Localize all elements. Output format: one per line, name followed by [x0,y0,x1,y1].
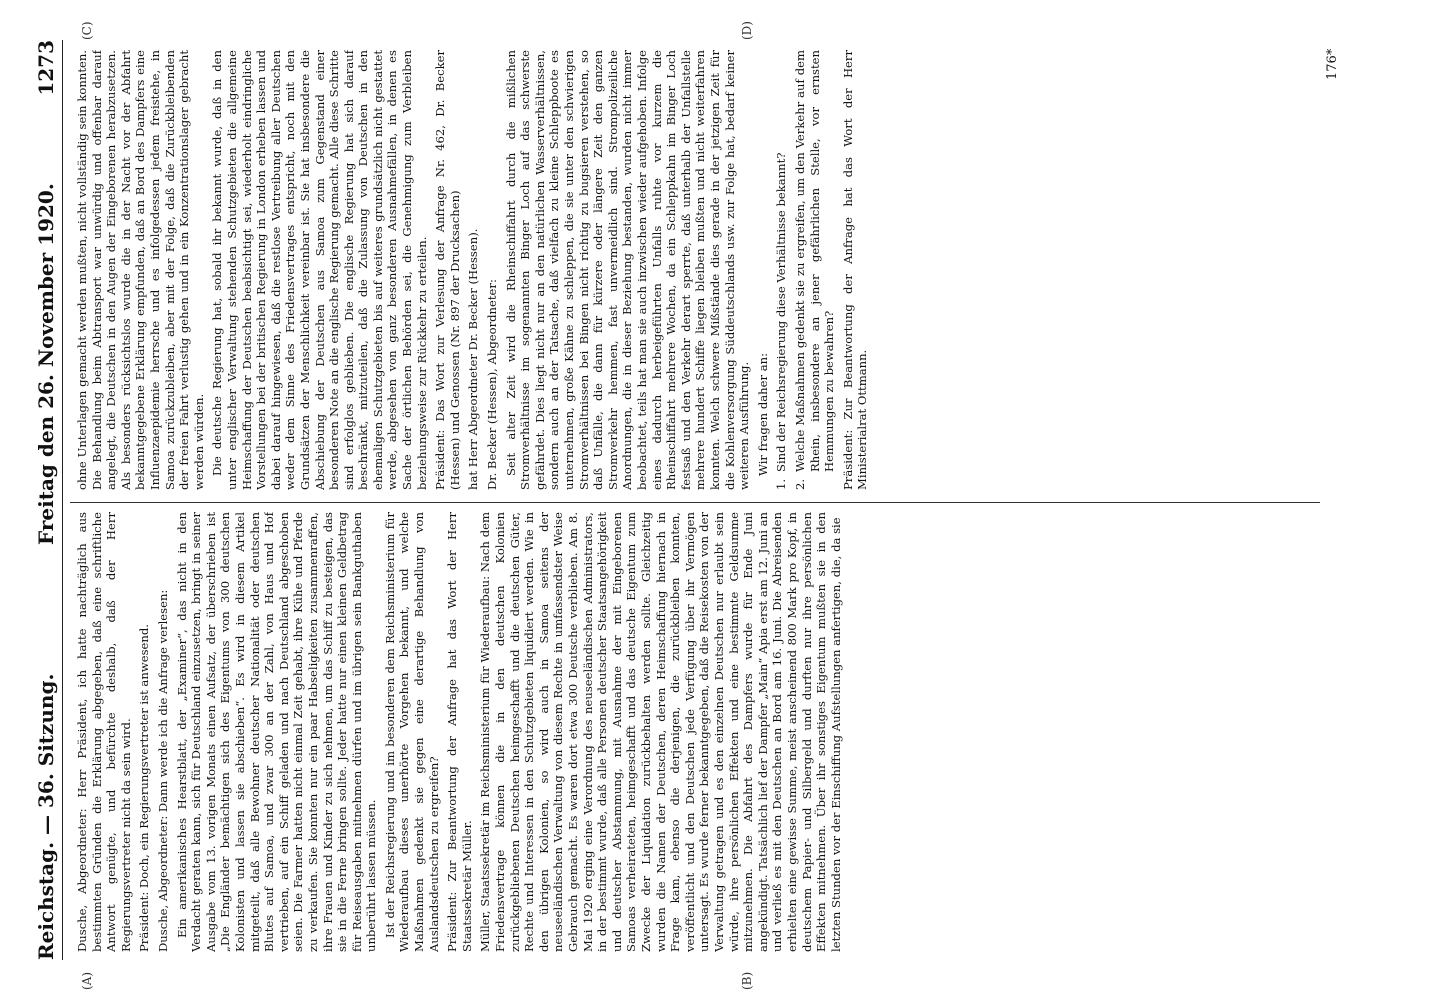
paragraph: Seit alter Zeit wird die Rheinschiffahrt durch die mißlichen Stromverhältnisse im sogenannten Binger Loch auf das schwerste gefährdet. Dies liegt nicht nur an den natürlichen Wasserverhältnissen, sondern auch an der Tatsache, daß vielfach zu kleine Schleppboote es unternehmen, große Kähne zu schleppen, die sie unter den schwierigen Stromverhältnissen bei Bingen nicht richtig zu bugsieren verstehen, so daß Unfälle, die dann für kürzere oder längere Zeit den ganzen Stromverkehr hemmen, fast unvermeidlich sind. Strompolizeiliche Anordnungen, die in dieser Beziehung bestanden, wurden nicht immer beobachtet, teils hat man sie auch inzwischen wieder aufgehoben. Infolge eines dadurch herbeigeführten Unfalls ruhte vor kurzem die Rheinschiffahrt mehrere Wochen, da ein Schleppkahn im Binger Loch festsaß und den Verkehr derart sperrte, daß unterhalb der Unfallstelle mehrere hundert Schiffe liegen bleiben mußten und nicht weiterfahren konnten. Welch schwere Mißstände dies gerade in der jetzigen Zeit für die Kohlenversorgung Süddeutschlands usw. zur Folge hat, bedarf keiner weiteren Ausführung. [503,50,752,490]
paragraph: ohne Unterlagen gemacht werden mußten, nicht vollständig sein konnten. Die Behandlung beim Abtransport war unwürdig und offenbar darauf angelegt, die Deutschen in den Augen der Eingeborenen herabzusetzen. Als besonders rücksichtslos wurde die in der Nacht vor der Abfahrt bekanntgegebene Erklärung empfunden, daß an Bord des Dampfers eine Influenzaepidemie herrsche und es infolgedessen jedem freistehe, in Samoa zurückzubleiben, aber mit der Folge, daß die Zurückbleibenden der freien Fahrt verlustig gehen und in ein Konzentrationslager gebracht werden würden. [75,50,206,490]
paragraph: Dusche, Abgeordneter: Dann werde ich die Anfrage verlesen: [155,589,170,952]
right-column [75,50,1315,490]
marker-c: (C) [80,21,94,40]
marker-d: (D) [740,21,754,40]
paragraph: Wir fragen daher an: [755,352,770,476]
paragraph: Müller, Staatssekretär im Reichsministerium für Wiederaufbau: Nach dem Friedensvertrage können die in den deutschen Kolonien zurückgebliebenen Deutschen heimgeschafft und die deutschen Güter, Rechte und Interessen in den Schutzgebieten liquidiert werden. Wie in den übrigen Kolonien, so wird auch in Samoa seitens der neuseeländischen Verwaltung von diesem Rechte in umfassendster Weise Gebrauch gemacht. Es waren dort etwa 300 Deutsche verblieben. Am 8. Mai 1920 erging eine Verordnung des neuseeländischen Administrators, in der bestimmt wurde, daß alle Personen deutscher Staatsangehörigkeit und deutscher Abstammung, mit Ausnahme der mit Eingeborenen Samoas verheirateten, heimgeschafft und das deutsche Eigentum zum Zwecke der Liquidation zurückbehalten werden sollte. Gleichzeitig wurden die Namen der Deutschen, deren Heimschaffung hiernach in Frage kam, ebenso die derjenigen, die zurückbleiben konnten, veröffentlicht und den Deutschen jede Verfügung über ihr Vermögen untersagt. Es wurde ferner bekanntgegeben, daß die Reisekosten von der Verwaltung getragen und es den einzelnen Deutschen nur erlaubt sein würde, ihre persönlichen Effekten und eine bestimmte Geldsumme mitzunehmen. Die Abfahrt des Dampfers wurde für Ende Juni angekündigt. Tatsächlich lief der Dampfer „Main“ Apia erst am 12. Juni an und verließ es mit den Deutschen an Bord am 16. Juni. Die Abreisenden erhielten eine gewisse Summe, meist anscheinend 800 Mark pro Kopf, in deutschem Papier- und Silbergeld und durften nur ihre persönlichen Effekten mitnehmen. Über ihr sonstiges Eigentum mußten sie in den letzten Stunden vor der Einschiffung Aufstellungen anfertigen, die, da sie [478,512,843,952]
paragraph: Präsident: Zur Beantwortung der Anfrage hat das Wort der Herr Staatssekretär Müller. [445,512,474,952]
marker-b: (B) [740,971,754,990]
header-rule [62,40,63,960]
paragraph: Ist der Reichsregierung und im besonderen dem Reichsministerium für Wiederaufbau dieses unerhörte Vorgehen bekannt, und welche Maßnahmen gedenkt sie gegen eine derartige Behandlung von Auslandsdeutschen zu ergreifen? [382,512,441,952]
list-number: 2. [792,478,807,490]
list-text: Sind der Reichsregierung diese Verhältnisse bekannt? [774,152,789,472]
digitization-note [1417,8,1433,992]
left-column [75,512,1315,952]
column-divider [70,502,1320,503]
header-session: Reichstag. — 36. Sitzung. [34,673,58,960]
paragraph: Präsident: Das Wort zur Verlesung der Anfrage Nr. 462, Dr. Becker (Hessen) und Genossen (Nr. 897 der Drucksachen) [433,50,462,490]
header-page-number: 1273 [34,40,58,96]
paragraph: hat Herr Abgeordneter Dr. Becker (Hessen). [466,228,481,490]
paragraph: Präsident: Zur Beantwortung der Anfrage hat das Wort der Herr Ministerialrat Ottmann. [840,50,870,490]
paragraph: Ein amerikanisches Hearstblatt, der „Examiner“, das nicht in den Verdacht geraten kann, sich für Deutschland einzusetzen, bringt in seiner Ausgabe vom 13. vorigen Monats einen Aufsatz, der überschrieben ist „Die Engländer bemächtigen sich des Eigentums von 300 deutschen Kolonisten und lassen sie abschieben“. Es wird in diesem Artikel mitgeteilt, daß alle Bewohner deutscher Nationalität oder deutschen Blutes auf Samoa, und zwar 300 an der Zahl, von Haus und Hof vertrieben, auf ein Schiff geladen und nach Deutschland abgeschoben seien. Die Farmer hatten nicht einmal Zeit gehabt, ihre Kühe und Pferde zu verkaufen. Sie konnten nur ein paar Habseligkeiten zusammenraffen, ihre Frauen und Kinder zu sich nehmen, um das Schiff zu besteigen, das sie in die Ferne bringen sollte. Jeder hatte nur einen kleinen Geldbetrag für Reiseausgaben mitnehmen dürfen und im übrigen sein Bankguthaben unberührt lassen müssen. [174,512,379,952]
list-text: Welche Maßnahmen gedenkt sie zu ergreifen, um den Verkehr auf dem Rhein, insbesondere an jener gefährlichen Stelle, vor ernsten Hemmungen zu bewahren? [792,50,837,472]
marker-a: (A) [80,971,94,990]
list-item [774,50,789,490]
question-list [774,50,836,490]
list-number: 1. [774,478,789,490]
header-date: Freitag den 26. November 1920. [34,183,58,545]
paragraph: Dr. Becker (Hessen), Abgeordneter: [485,279,500,490]
paragraph: Dusche, Abgeordneter: Herr Präsident, ich hatte nachträglich aus bestimmten Gründen die Erklärung abgegeben, daß eine schriftliche Antwort genügte, und befürchte deshalb, daß der Herr Regierungsvertreter nicht da sein wird. [75,512,133,952]
paragraph: Präsident: Doch, ein Regierungsvertreter ist anwesend. [137,624,152,952]
paragraph: Die deutsche Regierung hat, sobald ihr bekannt wurde, daß in den unter englischer Verwaltung stehenden Schutzgebieten die allgemeine Heimschaffung der Deutschen beabsichtigt sei, wiederholt eindringliche Vorstellungen bei der britischen Regierung in London erheben lassen und dabei darauf hingewiesen, daß die restlose Vertreibung aller Deutschen weder dem Sinne des Friedensvertrages entspricht, noch mit den Grundsätzen der Menschlichkeit vereinbar ist. Sie hat insbesondere die Abschiebung der Deutschen aus Samoa zum Gegenstand einer besonderen Note an die englische Regierung gemacht. Alle diese Schritte sind erfolglos geblieben. Die englische Regierung hat sich darauf beschränkt, mitzuteilen, daß die Zulassung von Deutschen in den ehemaligen Schutzgebieten bis auf weiteres grundsätzlich nicht gestattet werde, abgesehen von ganz besonderen Ausnahmefällen, in denen es Sache der örtlichen Behörden sei, die Genehmigung zum Verbleiben beziehungsweise zur Rückkehr zu erteilen. [210,50,429,490]
list-item [793,50,837,490]
signature-number: 176* [1325,48,1340,80]
